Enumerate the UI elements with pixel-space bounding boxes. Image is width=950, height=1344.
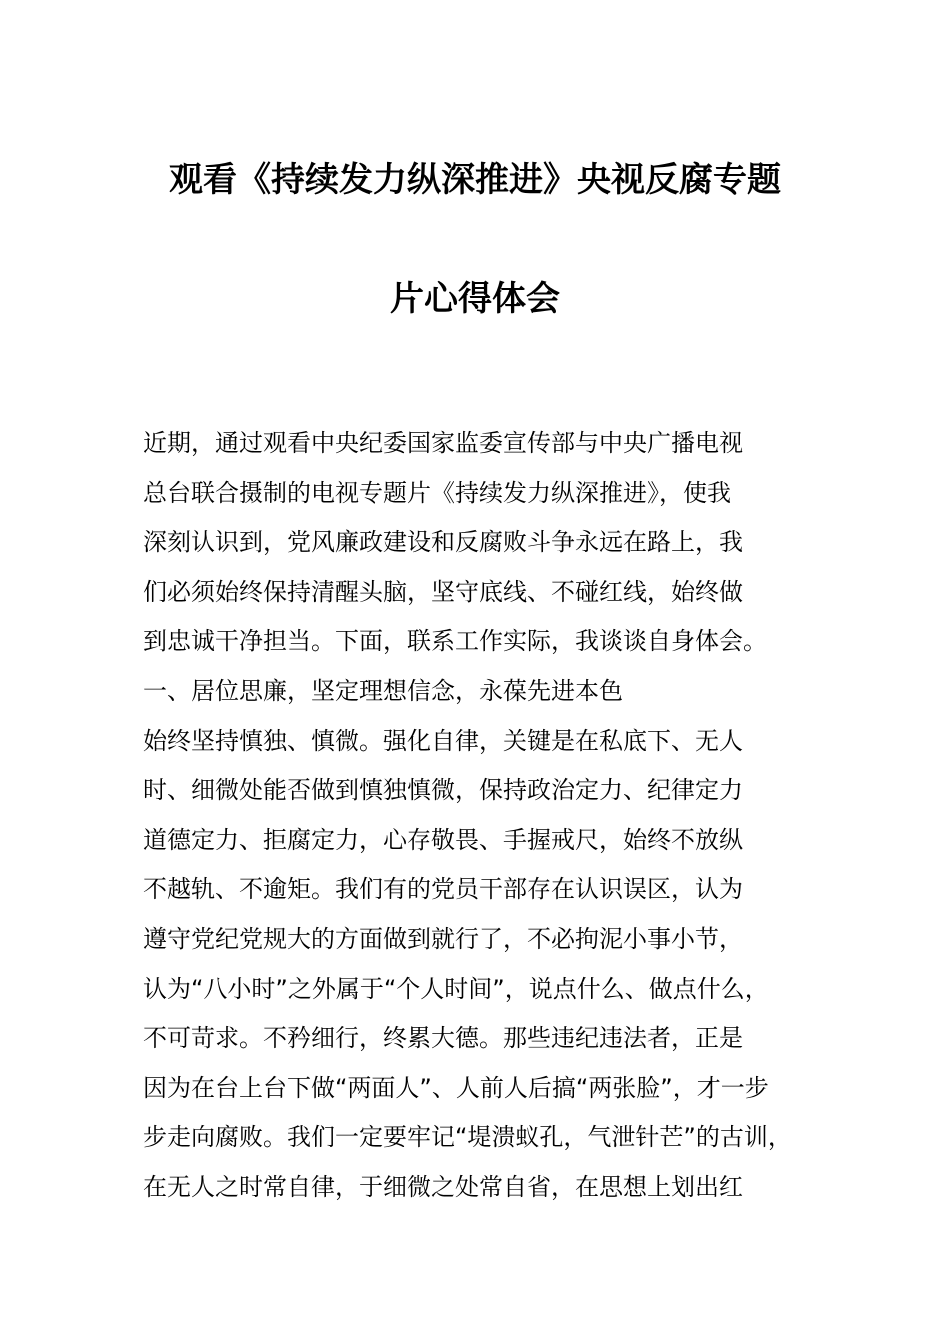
body-line: 近期，通过观看中央纪委国家监委宣传部与中央广播电视 xyxy=(143,429,743,457)
body-line: 不越轨、不逾矩。我们有的党员干部存在认识误区，认为 xyxy=(143,875,743,904)
body-line: 不可苛求。不矜细行，终累大德。那些违纪违法者，正是 xyxy=(143,1024,743,1053)
body-line: 在无人之时常自律，于细微之处常自省，在思想上划出红 xyxy=(143,1172,743,1201)
body-line: 道德定力、拒腐定力，心存敬畏、手握戒尺，始终不放纵 xyxy=(143,825,743,854)
body-line: 步走向腐败。我们一定要牢记“堤溃蚁孔，气泄针芒”的古训， xyxy=(143,1123,792,1152)
body-line: 深刻认识到，党风廉政建设和反腐败斗争永远在路上，我 xyxy=(143,528,743,557)
body-line: 们必须始终保持清醒头脑，坚守底线、不碰红线，始终做 xyxy=(143,577,743,606)
body-line: 始终坚持慎独、慎微。强化自律，关键是在私底下、无人 xyxy=(143,726,743,755)
document-body xyxy=(143,419,843,1213)
body-line: 认为“八小时”之外属于“个人时间”，说点什么、做点什么， xyxy=(143,974,769,1003)
body-line: 时、细微处能否做到慎独慎微，保持政治定力、纪律定力 xyxy=(143,776,743,805)
document-title-line-2: 片心得体会 xyxy=(390,279,560,319)
section-heading: 一、居位思廉，坚定理想信念，永葆先进本色 xyxy=(143,676,623,705)
document-title-line-1: 观看《持续发力纵深推进》央视反腐专题 xyxy=(169,160,781,200)
body-line: 总台联合摄制的电视专题片《持续发力纵深推进》，使我 xyxy=(143,478,731,507)
body-line: 到忠诚干净担当。下面，联系工作实际，我谈谈自身体会。 xyxy=(143,627,767,656)
body-line: 因为在台上台下做“两面人”、人前人后搞“两张脸”，才一步 xyxy=(143,1073,769,1102)
body-line: 遵守党纪党规大的方面做到就行了，不必拘泥小事小节， xyxy=(143,924,743,953)
